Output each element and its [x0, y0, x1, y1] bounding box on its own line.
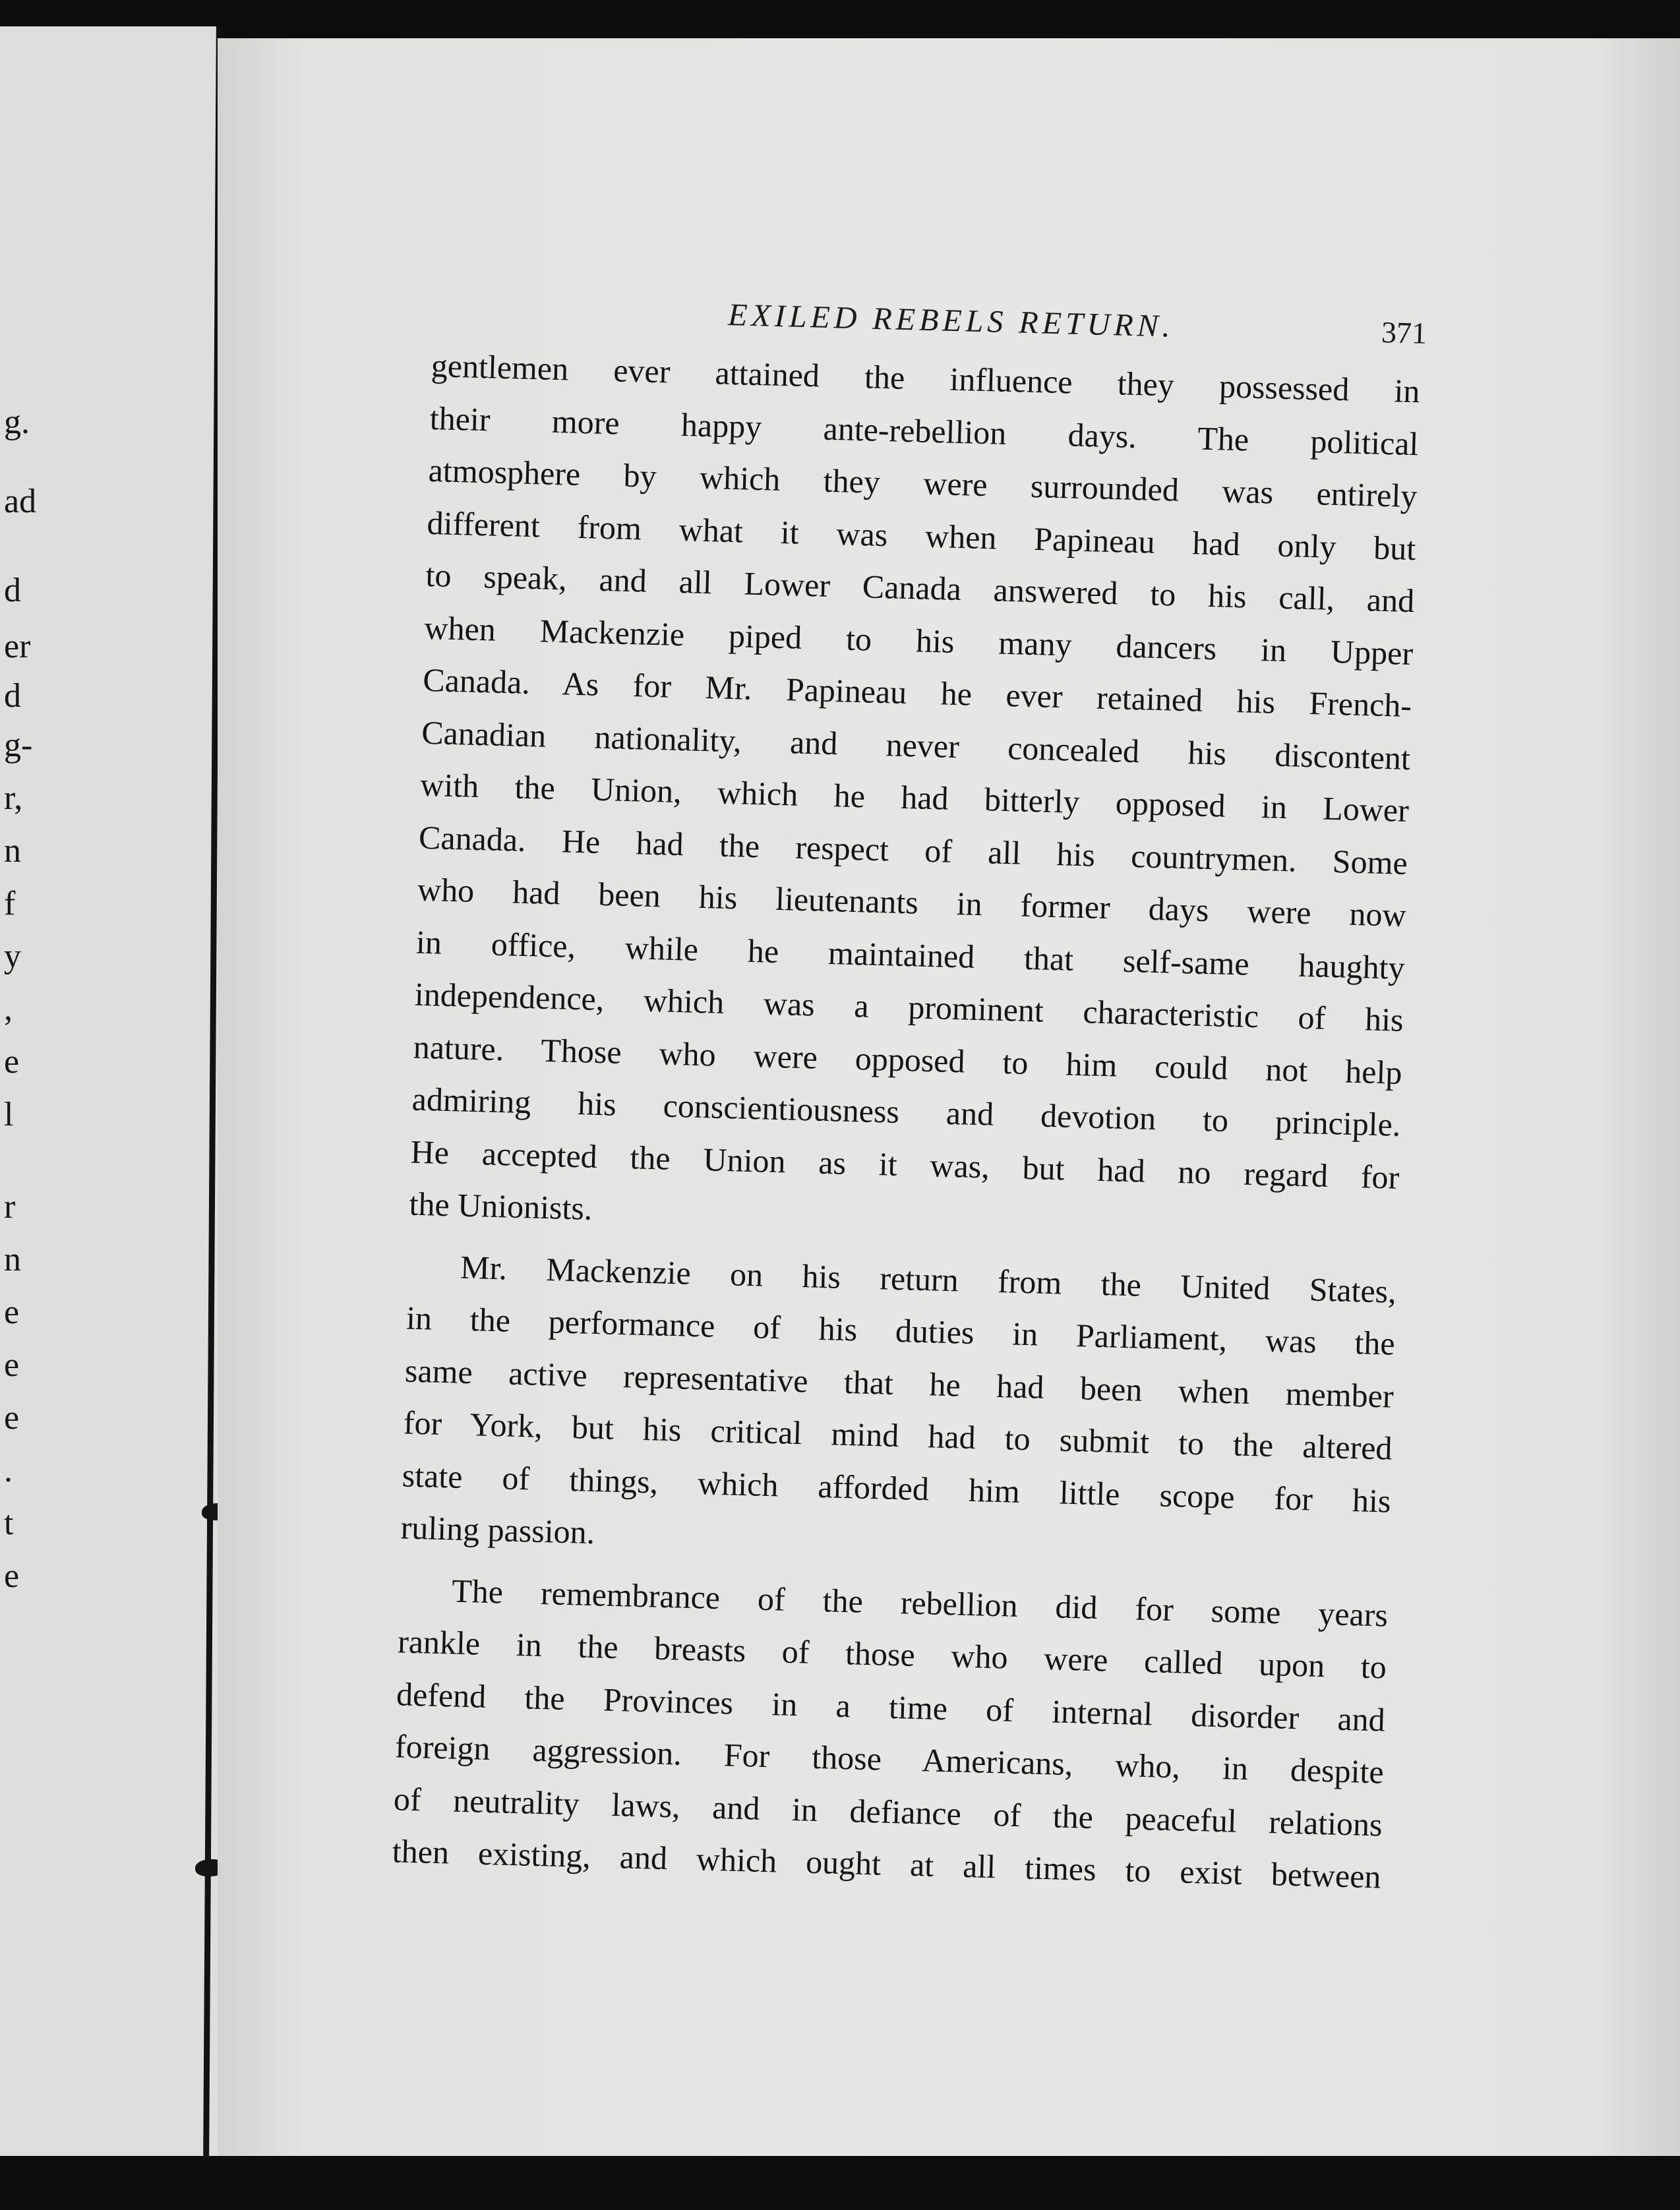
- text-line: nature. Those who were opposed to him could not help: [413, 1028, 1403, 1091]
- text-line: in the performance of his duties in Parliament, was the: [405, 1299, 1396, 1362]
- text-line: for York, but his critical mind had to submit to the altered: [403, 1404, 1393, 1467]
- text-line: admiring his conscientiousness and devotion to principle.: [411, 1080, 1402, 1143]
- left-page-fragment: er: [4, 628, 31, 665]
- paragraph: [409, 340, 1421, 1256]
- left-page-fragment: f: [4, 885, 16, 922]
- text-line: defend the Provinces in a time of internal disorder and: [396, 1675, 1386, 1739]
- left-page-fragment: e: [4, 1399, 20, 1437]
- text-line: then existing, and which ought at all times to exist between: [392, 1832, 1382, 1896]
- text-line: in office, while he maintained that self-same haughty: [415, 923, 1406, 986]
- text-line: their more happy ante-rebellion days. The political: [429, 399, 1420, 462]
- left-page-fragment: ,: [4, 990, 13, 1028]
- left-page-fragment: y: [4, 938, 21, 975]
- left-page-fragment: l: [4, 1096, 14, 1133]
- left-page-fragment: d: [4, 572, 21, 609]
- left-page-fragment: n: [4, 1241, 21, 1278]
- text-line: different from what it was when Papineau had only but: [427, 504, 1416, 567]
- page-number: 371: [1381, 315, 1427, 350]
- text-line: He accepted the Union as it was, but had no regard for: [410, 1133, 1400, 1196]
- text-line: with the Union, which he had bitterly opposed in Lower: [419, 765, 1410, 829]
- text-line: rankle in the breasts of those who were called upon to: [397, 1623, 1387, 1686]
- text-line: Canadian nationality, and never concealed his discontent: [421, 713, 1411, 777]
- left-page-fragment: r: [4, 1188, 16, 1226]
- text-line: state of things, which afforded him little scope for his: [402, 1456, 1392, 1520]
- text-line: of neutrality laws, and in defiance of the peaceful relations: [393, 1779, 1383, 1843]
- left-page-fragment: e: [4, 1346, 20, 1384]
- text-line: ruling passion.: [400, 1508, 595, 1551]
- left-page-fragment: ad: [4, 483, 37, 520]
- text-line: Canada. He had the respect of all his countrymen. Some: [418, 818, 1408, 881]
- left-page-fragment: r,: [4, 779, 23, 817]
- left-page-fragment: n: [4, 832, 21, 870]
- left-page-fragment: t: [4, 1505, 14, 1542]
- left-page-fragment: d: [4, 677, 21, 715]
- text-line: when Mackenzie piped to his many dancers in Upper: [423, 609, 1414, 672]
- text-line: independence, which was a prominent characteristic of his: [414, 975, 1404, 1038]
- text-line: Mr. Mackenzie on his return from the United States,: [460, 1248, 1397, 1310]
- paragraph: [400, 1239, 1397, 1580]
- text-line: foreign aggression. For those Americans, who, in despite: [394, 1727, 1385, 1791]
- left-page-fragment: .: [4, 1452, 13, 1489]
- text-line: The remembrance of the rebellion did for some years: [451, 1571, 1389, 1634]
- left-page-fragment: g-: [4, 727, 33, 764]
- left-page-fragment: e: [4, 1043, 20, 1081]
- text-line: gentlemen ever attained the influence they possessed in: [431, 346, 1421, 410]
- text-line: to speak, and all Lower Canada answered to his call, and: [425, 556, 1415, 620]
- text-line: Canada. As for Mr. Papineau he ever retained his French-: [422, 661, 1412, 725]
- text-line: same active representative that he had been when member: [404, 1351, 1395, 1415]
- text-line: atmosphere by which they were surrounded was entirely: [428, 451, 1418, 515]
- text-line: who had been his lieutenants in former days were now: [417, 870, 1407, 934]
- left-page-text-fragments: [0, 26, 218, 2156]
- running-head: EXILED REBELS RETURN.: [727, 297, 1175, 344]
- left-page-edge: [0, 26, 218, 2156]
- left-page-fragment: e: [4, 1294, 20, 1331]
- left-page-fragment: e: [4, 1557, 20, 1595]
- body-text: [392, 340, 1421, 1903]
- text-line: the Unionists.: [408, 1185, 593, 1227]
- left-page-fragment: g.: [4, 403, 30, 441]
- paragraph: [392, 1563, 1389, 1903]
